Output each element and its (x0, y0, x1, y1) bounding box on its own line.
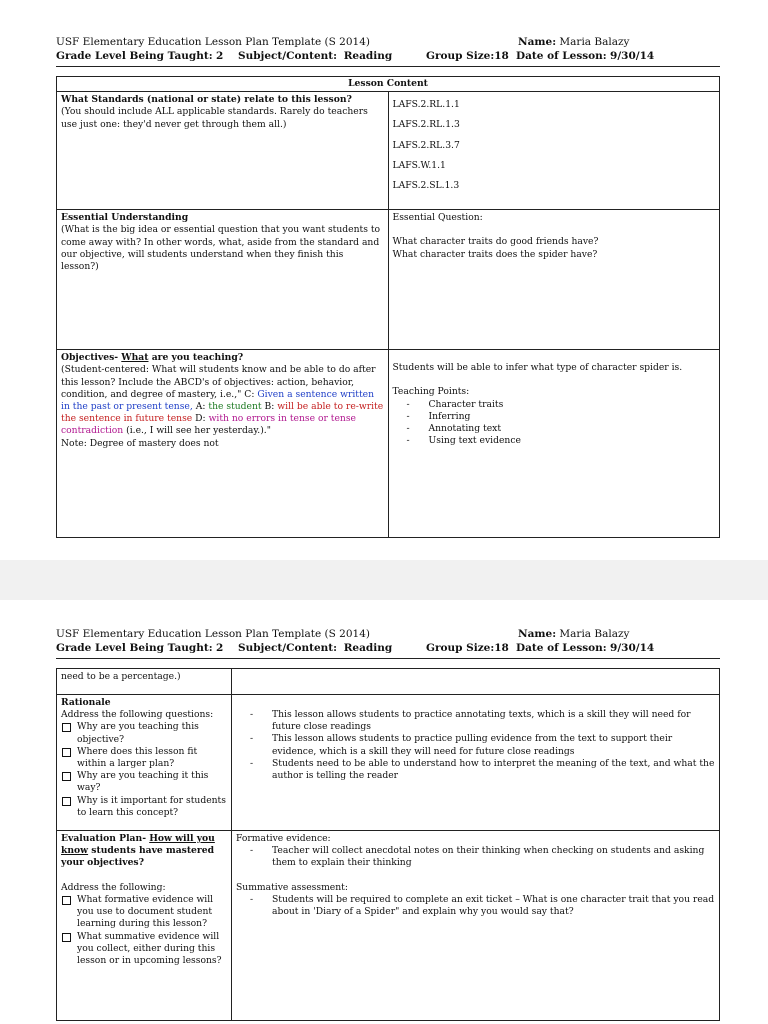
teaching-points-label: Teaching Points: (392, 386, 470, 398)
objectives-label-cell (57, 350, 389, 538)
essential-question-2: What character traits does the spider have? (392, 248, 598, 260)
list-item: - This lesson allows students to practice pulling evidence from the text to support their evidence, which is a skill they will need for future close readings (250, 733, 715, 757)
standard-item: LAFS.2.SL.1.3 (392, 180, 460, 192)
summative-list (236, 894, 715, 918)
essential-question-1: What character traits do good friends have? (392, 236, 599, 248)
rationale-label-cell (57, 695, 232, 831)
evaluation-row (57, 831, 720, 1021)
list-item: Why are you teaching it this way? (61, 770, 227, 794)
rationale-title: Rationale (61, 697, 111, 708)
group-size-field: Group Size:18 (426, 50, 509, 62)
list-item: What formative evidence will you use to document student learning during this lesson? (61, 894, 227, 931)
date-field: Date of Lesson: 9/30/14 (516, 50, 655, 62)
carryover-row (57, 669, 720, 695)
subject-field: Subject/Content: Reading (238, 642, 393, 654)
formative-label: Formative evidence: (236, 833, 331, 844)
template-title: USF Elementary Education Lesson Plan Template (S 2014) (56, 36, 370, 48)
standards-list (388, 92, 720, 210)
checkbox-icon (62, 748, 71, 757)
group-size-field: Group Size:18 (426, 642, 509, 654)
list-item: What summative evidence will you collect, either during this lesson or in upcoming lessons? (61, 931, 227, 968)
list-item: Where does this lesson fit within a larger plan? (61, 746, 227, 770)
formative-list (236, 845, 715, 869)
standard-item: LAFS.2.RL.1.1 (392, 99, 460, 111)
list-item: - Using text evidence (407, 435, 716, 447)
section-title: Lesson Content (57, 77, 720, 92)
standard-item: LAFS.W.1.1 (392, 159, 446, 171)
header-rule (56, 658, 720, 659)
template-title: USF Elementary Education Lesson Plan Template (S 2014) (56, 628, 370, 640)
grade-field: Grade Level Being Taught: 2 (56, 50, 224, 62)
teaching-points-list (393, 399, 716, 448)
objectives-note: Note: Degree of mastery does not (61, 437, 219, 449)
lesson-content-table (56, 76, 720, 538)
checkbox-icon (62, 772, 71, 781)
objectives-desc: (Student-centered: What will students know and be able to do after this lesson? Include the ABCD's of objectives: action, behavior, condition, and degree of mastery, i.e.," C: Given a sentence written in the past or present tense, A: the student B: will be able to re-write the sentence in future tense D: with no errors in tense or tense contradiction (i.e., I will see her yesterday.)." (61, 364, 384, 437)
lesson-content-table-continued (56, 668, 720, 1021)
standards-label-cell (57, 92, 389, 210)
grade-field: Grade Level Being Taught: 2 (56, 642, 224, 654)
list-item: - Teacher will collect anecdotal notes on their thinking when checking on students and asking them to explain their thinking (250, 845, 715, 869)
essential-label-cell (57, 210, 389, 350)
summative-label: Summative assessment: (236, 881, 348, 893)
checkbox-icon (62, 896, 71, 905)
rationale-content (232, 695, 720, 831)
standard-item: LAFS.2.RL.3.7 (392, 139, 460, 151)
list-item: - This lesson allows students to practice annotating texts, which is a skill they will need for future close readings (250, 709, 715, 733)
list-item: - Students need to be able to understand how to interpret the meaning of the text, and what the author is telling the reader (250, 758, 715, 782)
essential-content (388, 210, 720, 350)
essential-question-label: Essential Question: (392, 212, 483, 224)
evaluation-questions (61, 894, 227, 967)
carryover-text: need to be a percentage.) (57, 669, 232, 695)
evaluation-content (232, 831, 720, 1021)
evaluation-title: Evaluation Plan- How will you know students have mastered your objectives? (61, 833, 215, 869)
list-item: - Inferring (407, 411, 716, 423)
page-gap (0, 560, 768, 600)
checkbox-icon (62, 723, 71, 732)
rationale-intro: Address the following questions: (61, 709, 214, 721)
essential-desc: (What is the big idea or essential question that you want students to come away with? In other words, what, aside from the standard and our objective, will students understand when they finish this lesson?) (61, 224, 381, 273)
list-item: - Character traits (407, 399, 716, 411)
list-item: Why are you teaching this objective? (61, 721, 227, 745)
standards-desc: (You should include ALL applicable standards. Rarely do teachers use just one: they'd never get through them all.) (61, 106, 368, 130)
list-item: - Annotating text (407, 423, 716, 435)
essential-title: Essential Understanding (61, 212, 189, 224)
list-item: - Students will be required to complete an exit ticket – What is one character trait that you read about in 'Diary of a Spider" and explain why you would say that? (250, 894, 715, 918)
essential-row (57, 210, 720, 350)
objectives-title: Objectives- What are you teaching? (61, 352, 244, 364)
evaluation-intro: Address the following: (61, 881, 166, 893)
objectives-content (388, 350, 720, 538)
checkbox-icon (62, 797, 71, 806)
rationale-questions (61, 721, 227, 819)
subject-field: Subject/Content: Reading (238, 50, 393, 62)
checkbox-icon (62, 933, 71, 942)
standards-row (57, 92, 720, 210)
objectives-row (57, 350, 720, 538)
name-field: Name: Maria Balazy (518, 628, 630, 640)
rationale-row (57, 695, 720, 831)
standard-item: LAFS.2.RL.1.3 (392, 119, 460, 131)
date-field: Date of Lesson: 9/30/14 (516, 642, 655, 654)
document-page-2 (0, 600, 768, 1024)
evaluation-label-cell (57, 831, 232, 1021)
rationale-answers (236, 709, 715, 782)
list-item: Why is it important for students to learn this concept? (61, 795, 227, 819)
name-field: Name: Maria Balazy (518, 36, 630, 48)
objective-statement: Students will be able to infer what type of character spider is. (392, 362, 683, 374)
header-rule (56, 66, 720, 67)
standards-title: What Standards (national or state) relate to this lesson? (61, 94, 352, 106)
